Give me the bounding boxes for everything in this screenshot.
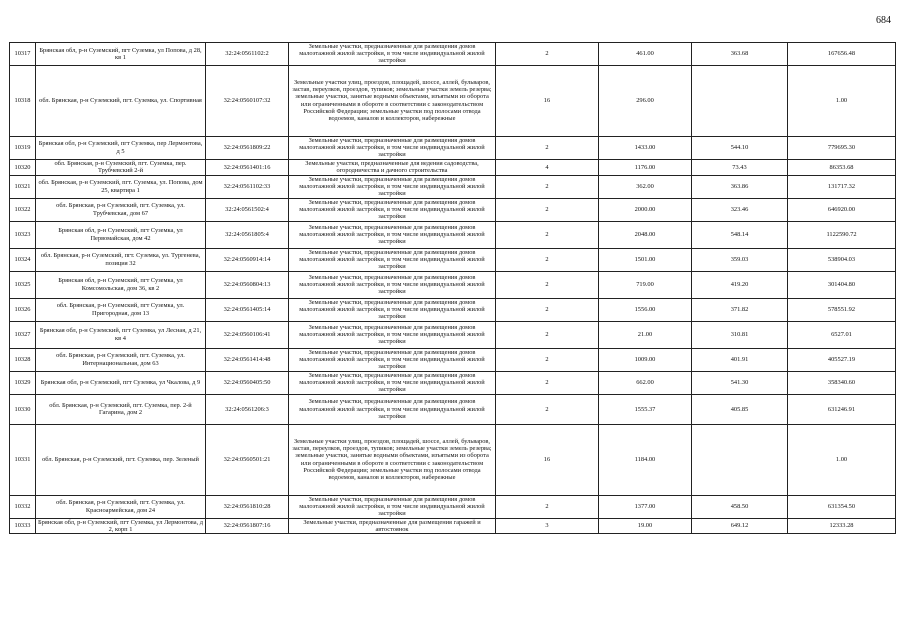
land-use-cell: Земельные участки, предназначенные для размещения домов малоэтажной жилой застройки, в том числе индивидуальной жилой застройки	[289, 348, 496, 371]
area-cell: 2048.00	[599, 221, 692, 248]
unit-price-cell: 419.20	[692, 271, 788, 298]
use-group-cell: 2	[496, 348, 599, 371]
cadastral-number-cell: 32:24:0560804:13	[206, 271, 289, 298]
land-use-cell: Земельные участки, предназначенные для ведения садоводства, огородничества и дачного строительства	[289, 159, 496, 175]
area-cell: 1556.00	[599, 298, 692, 321]
row-number: 10330	[10, 394, 36, 424]
address-cell: обл. Брянская, р-н Суземский, пгт Суземка, ул. Пригородная, дом 13	[36, 298, 206, 321]
address-cell: обл. Брянская, р-н Суземский, пгт. Суземка, ул. Спортивная	[36, 65, 206, 136]
cadastral-number-cell: 32:24:0561809:22	[206, 136, 289, 159]
unit-price-cell: 363.68	[692, 43, 788, 66]
use-group-cell: 2	[496, 394, 599, 424]
area-cell: 1184.00	[599, 424, 692, 495]
unit-price-cell: 649.12	[692, 518, 788, 533]
cadastral-number-cell: 32:24:0560106:41	[206, 321, 289, 348]
area-cell: 1555.37	[599, 394, 692, 424]
row-number: 10319	[10, 136, 36, 159]
unit-price-cell: 541.30	[692, 371, 788, 394]
unit-price-cell: 363.86	[692, 175, 788, 198]
row-number: 10323	[10, 221, 36, 248]
address-cell: Брянская обл, р-н Суземский, пгт Суземка, ул Лесная, д 21, кв 4	[36, 321, 206, 348]
cadastral-number-cell: 32:24:0560405:50	[206, 371, 289, 394]
cadastral-number-cell: 32:24:0561414:48	[206, 348, 289, 371]
table-row	[10, 518, 896, 533]
area-cell: 21.00	[599, 321, 692, 348]
table-row	[10, 198, 896, 221]
row-number: 10317	[10, 43, 36, 66]
row-number: 10324	[10, 248, 36, 271]
row-number: 10329	[10, 371, 36, 394]
row-number: 10331	[10, 424, 36, 495]
cadastral-number-cell: 32:24:0561401:16	[206, 159, 289, 175]
area-cell: 19.00	[599, 518, 692, 533]
cadastral-number-cell: 32:24:0560501:21	[206, 424, 289, 495]
table-row	[10, 43, 896, 66]
table-body	[10, 43, 896, 534]
address-cell: Брянская обл, р-н Суземский, пгт Суземка, ул Комсомольская, дом 36, кв 2	[36, 271, 206, 298]
land-use-cell: Земельные участки, предназначенные для размещения домов малоэтажной жилой застройки, в том числе индивидуальной жилой застройки	[289, 136, 496, 159]
land-use-cell: Земельные участки улиц, проездов, площадей, шоссе, аллей, бульваров, застав, переулков, проездов, тупиков; земельные участки земель резерва; земельные участки, занятые водными объектами, изъятыми из оборота или ограниченными в обороте в соответствии с законодательством Российской Федерации; земельные участки под полосами отвода водоемов, каналов и коллекторов, набережные	[289, 65, 496, 136]
area-cell: 2000.00	[599, 198, 692, 221]
cadastral-value-cell: 631246.91	[788, 394, 896, 424]
use-group-cell: 4	[496, 159, 599, 175]
land-use-cell: Земельные участки, предназначенные для размещения домов малоэтажной жилой застройки, в том числе индивидуальной жилой застройки	[289, 495, 496, 518]
unit-price-cell: 323.46	[692, 198, 788, 221]
land-use-cell: Земельные участки, предназначенные для размещения домов малоэтажной жилой застройки, в том числе индивидуальной жилой застройки	[289, 271, 496, 298]
address-cell: обл. Брянская, р-н Суземский, пгт. Суземка, ул. Красноармейская, дом 24	[36, 495, 206, 518]
cadastral-number-cell: 32:24:0561810:28	[206, 495, 289, 518]
cadastral-value-cell: 12333.28	[788, 518, 896, 533]
address-cell: Брянская обл, р-н Суземский, пгт Суземка, ул Чкалова, д 9	[36, 371, 206, 394]
land-use-cell: Земельные участки, предназначенные для размещения домов малоэтажной жилой застройки, в том числе индивидуальной жилой застройки	[289, 394, 496, 424]
area-cell: 1009.00	[599, 348, 692, 371]
cadastral-number-cell: 32:24:0561805:4	[206, 221, 289, 248]
table-row	[10, 175, 896, 198]
table-row	[10, 298, 896, 321]
use-group-cell: 2	[496, 248, 599, 271]
cadastral-value-cell: 167656.48	[788, 43, 896, 66]
area-cell: 1501.00	[599, 248, 692, 271]
area-cell: 461.00	[599, 43, 692, 66]
table-row	[10, 221, 896, 248]
cadastral-value-cell: 131717.32	[788, 175, 896, 198]
use-group-cell: 2	[496, 221, 599, 248]
address-cell: обл. Брянская, р-н Суземский, пгт. Суземка, пер. 2-й Гагарина, дом 2	[36, 394, 206, 424]
table-row	[10, 159, 896, 175]
cadastral-number-cell: 32:24:0561102:33	[206, 175, 289, 198]
address-cell: обл. Брянская, р-н Суземский, пгт. Суземка, пер. Зеленый	[36, 424, 206, 495]
cadastral-number-cell: 32:24:0561807:16	[206, 518, 289, 533]
unit-price-cell	[692, 65, 788, 136]
use-group-cell: 2	[496, 136, 599, 159]
area-cell: 719.00	[599, 271, 692, 298]
unit-price-cell: 405.85	[692, 394, 788, 424]
area-cell: 1377.00	[599, 495, 692, 518]
row-number: 10326	[10, 298, 36, 321]
use-group-cell: 2	[496, 198, 599, 221]
cadastral-value-cell: 358340.60	[788, 371, 896, 394]
cadastral-number-cell: 32:24:0560107:32	[206, 65, 289, 136]
table-row	[10, 136, 896, 159]
use-group-cell: 2	[496, 371, 599, 394]
use-group-cell: 2	[496, 175, 599, 198]
page-number: 684	[876, 15, 891, 26]
unit-price-cell: 544.10	[692, 136, 788, 159]
cadastral-value-cell: 405527.19	[788, 348, 896, 371]
cadastral-value-cell: 301404.80	[788, 271, 896, 298]
row-number: 10328	[10, 348, 36, 371]
table-row	[10, 495, 896, 518]
table-row	[10, 65, 896, 136]
land-use-cell: Земельные участки, предназначенные для размещения домов малоэтажной жилой застройки, в том числе индивидуальной жилой застройки	[289, 371, 496, 394]
table-row	[10, 348, 896, 371]
unit-price-cell: 371.82	[692, 298, 788, 321]
row-number: 10322	[10, 198, 36, 221]
use-group-cell: 2	[496, 298, 599, 321]
unit-price-cell: 73.43	[692, 159, 788, 175]
unit-price-cell: 548.14	[692, 221, 788, 248]
table-row	[10, 394, 896, 424]
address-cell: Брянская обл, р-н Суземский, пгт Суземка, ул Попова, д 28, кв 1	[36, 43, 206, 66]
cadastral-value-cell: 578551.92	[788, 298, 896, 321]
use-group-cell: 3	[496, 518, 599, 533]
address-cell: обл. Брянская, р-н Суземский, пгт. Суземка, ул. Тургенева, позиция 32	[36, 248, 206, 271]
use-group-cell: 2	[496, 43, 599, 66]
row-number: 10332	[10, 495, 36, 518]
unit-price-cell: 359.03	[692, 248, 788, 271]
address-cell: обл. Брянская, р-н Суземский, пгт. Суземка, пер. Трубчевский 2-й	[36, 159, 206, 175]
cadastral-value-cell: 646920.00	[788, 198, 896, 221]
land-use-cell: Земельные участки, предназначенные для размещения домов малоэтажной жилой застройки, в том числе индивидуальной жилой застройки	[289, 298, 496, 321]
unit-price-cell	[692, 424, 788, 495]
area-cell: 1433.00	[599, 136, 692, 159]
land-use-cell: Земельные участки, предназначенные для размещения домов малоэтажной жилой застройки, в том числе индивидуальной жилой застройки	[289, 221, 496, 248]
area-cell: 662.00	[599, 371, 692, 394]
cadastral-number-cell: 32:24:0561206:3	[206, 394, 289, 424]
table-row	[10, 321, 896, 348]
row-number: 10321	[10, 175, 36, 198]
cadastral-value-cell: 1.00	[788, 424, 896, 495]
area-cell: 362.00	[599, 175, 692, 198]
use-group-cell: 16	[496, 65, 599, 136]
address-cell: обл. Брянская, р-н Суземский, пгт. Суземка, ул. Интернациональная, дом 63	[36, 348, 206, 371]
cadastral-value-cell: 779695.30	[788, 136, 896, 159]
cadastral-number-cell: 32:24:0560914:14	[206, 248, 289, 271]
cadastral-value-cell: 86353.68	[788, 159, 896, 175]
row-number: 10325	[10, 271, 36, 298]
row-number: 10318	[10, 65, 36, 136]
row-number: 10327	[10, 321, 36, 348]
cadastral-number-cell: 32:24:0561502:4	[206, 198, 289, 221]
table-row	[10, 271, 896, 298]
table-row	[10, 248, 896, 271]
row-number: 10320	[10, 159, 36, 175]
land-use-cell: Земельные участки, предназначенные для размещения гаражей и автостоянок	[289, 518, 496, 533]
use-group-cell: 2	[496, 271, 599, 298]
row-number: 10333	[10, 518, 36, 533]
cadastral-value-cell: 1.00	[788, 65, 896, 136]
cadastral-value-cell: 631354.50	[788, 495, 896, 518]
cadastral-number-cell: 32:24:0561102:2	[206, 43, 289, 66]
land-use-cell: Земельные участки, предназначенные для размещения домов малоэтажной жилой застройки, в том числе индивидуальной жилой застройки	[289, 175, 496, 198]
address-cell: обл. Брянская, р-н Суземский, пгт. Суземка, ул. Трубчевская, дом 67	[36, 198, 206, 221]
address-cell: Брянская обл, р-н Суземский, пгт Суземка, ул Первомайская, дом 42	[36, 221, 206, 248]
cadastral-number-cell: 32:24:0561405:14	[206, 298, 289, 321]
use-group-cell: 16	[496, 424, 599, 495]
table-row	[10, 424, 896, 495]
unit-price-cell: 310.81	[692, 321, 788, 348]
address-cell: Брянская обл, р-н Суземский, пгт Суземка, ул Лермонтова, д 2, корп 1	[36, 518, 206, 533]
table-row	[10, 371, 896, 394]
land-use-cell: Земельные участки, предназначенные для размещения домов малоэтажной жилой застройки, в том числе индивидуальной жилой застройки	[289, 248, 496, 271]
area-cell: 1176.00	[599, 159, 692, 175]
land-use-cell: Земельные участки, предназначенные для размещения домов малоэтажной жилой застройки, в том числе индивидуальной жилой застройки	[289, 321, 496, 348]
cadastral-value-cell: 538904.03	[788, 248, 896, 271]
address-cell: обл. Брянская, р-н Суземский, пгт. Суземка, ул. Попова, дом 25, квартира 1	[36, 175, 206, 198]
unit-price-cell: 401.91	[692, 348, 788, 371]
land-use-cell: Земельные участки улиц, проездов, площадей, шоссе, аллей, бульваров, застав, переулков, проездов, тупиков; земельные участки земель резерва; земельные участки, занятые водными объектами, изъятыми из оборота или ограниченными в обороте в соответствии с законодательством Российской Федерации; земельные участки под полосами отвода водоемов, каналов и коллекторов, набережные	[289, 424, 496, 495]
land-valuation-table	[9, 42, 896, 534]
use-group-cell: 2	[496, 495, 599, 518]
address-cell: Брянская обл, р-н Суземский, пгт Суземка, пер Лермонтова, д 5	[36, 136, 206, 159]
land-use-cell: Земельные участки, предназначенные для размещения домов малоэтажной жилой застройки, в том числе индивидуальной жилой застройки	[289, 43, 496, 66]
area-cell: 296.00	[599, 65, 692, 136]
cadastral-value-cell: 6527.01	[788, 321, 896, 348]
land-use-cell: Земельные участки, предназначенные для размещения домов малоэтажной жилой застройки, в том числе индивидуальной жилой застройки	[289, 198, 496, 221]
use-group-cell: 2	[496, 321, 599, 348]
unit-price-cell: 458.50	[692, 495, 788, 518]
cadastral-value-cell: 1122590.72	[788, 221, 896, 248]
